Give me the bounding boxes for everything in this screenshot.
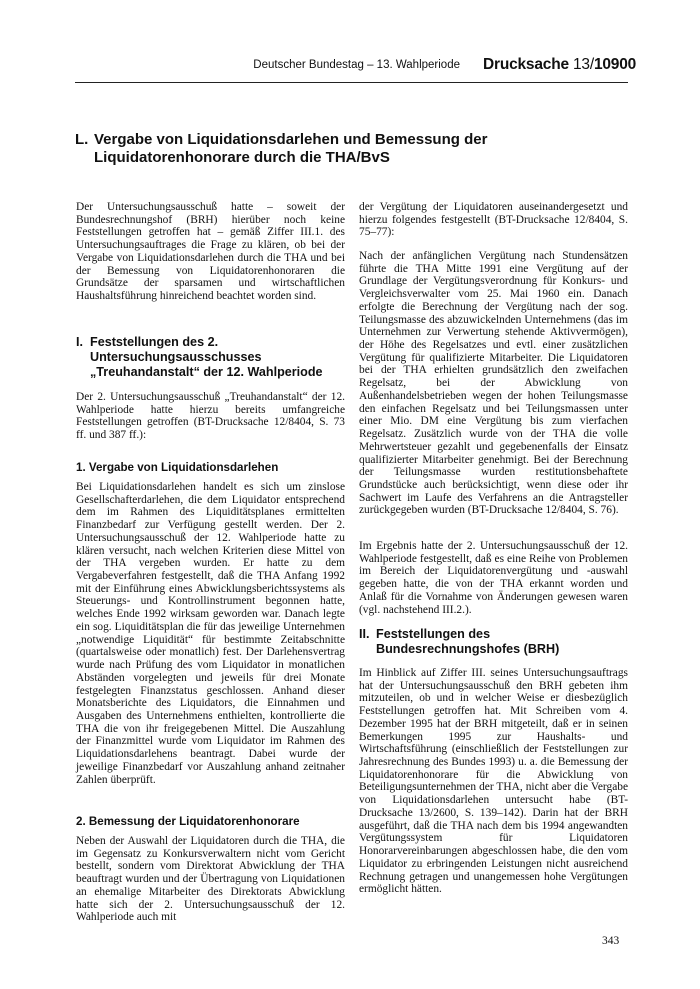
section-1-title: Feststellungen des 2. Untersuchungsausschusses „Treuhandanstalt“ der 12. Wahlperiode bbox=[90, 335, 323, 380]
section-2-title: Feststellungen des Bundesrechnungshofes (BRH) bbox=[376, 627, 560, 657]
subsection-1-paragraph: Bei Liquidationsdarlehen handelt es sich um zinslose Gesellschafterdarlehen, die dem Liquidator entsprechend dem im Rahmen des Liquiditätsplanes ermittelten Finanzbedarf zur Verfügung gestellt werden. Der 2. Untersuchungsausschuß der 12. Wahlperiode hatte zu klären versucht, nach welchen Kriterien diese Mittel von der THA vergeben wurden. Er hatte zu dem Vergabeverfahren festgestellt, daß die THA Anfang 1992 mit der Einführung eines Abwicklungsberichtssystems als Steuerungs- und Kontrollinstrument begonnen hatte, welches Ende 1992 wirksam geworden war. Danach legte ein sog. Liquiditätsplan die für das jeweilige Unternehmen „notwendige Liquidität“ für bestimmte Zeitabschnitte (quartalsweise oder monatlich) fest. Der Darlehensvertrag wurde nach Prüfung des vom Liquidator in monatlichen Abständen vorgelegten und jeweils für drei Monate festgelegten Finanzstatus geschlossen. Anhand dieser Monatsberichte des Liquidators, die Einnahmen und Ausgaben des Unternehmens enthielten, kontrollierte die THA die von ihr freigegebenen Mittel. Die Auszahlung der Finanzmittel wurde vom Liquidator im Rahmen des Liquidationsdarlehens beantragt. Dabei wurde der jeweilige Finanzbedarf vor Auszahlung anhand zeitnaher Zahlen überprüft. bbox=[76, 481, 345, 786]
running-title: Deutscher Bundestag – 13. Wahlperiode bbox=[253, 59, 460, 71]
section-2-paragraph: Im Hinblick auf Ziffer III. seines Untersuchungsauftrags hat der Untersuchungsausschuß den BRH gebeten ihm mitzuteilen, ob und in welcher Weise er diesbezüglich Feststellungen getroffen hat. Mit Schreiben vom 4. Dezember 1995 hat der BRH mitgeteilt, daß er in seinen Bemerkungen 1995 zur Haushalts- und Wirtschaftsführung (einschließlich der Feststellungen zur Jahresrechnung des Bundes 1993) u. a. die Bemessung der Liquidatorenhonorare für die Abwicklung von Beteiligungsunternehmen der THA, nicht aber die Vergabe von Liquidationsdarlehen untersucht habe (BT-Drucksache 13/2600, S. 139–142). Darin hat der BRH ausgeführt, daß die THA nach dem bis 1994 angewandten Vergütungssystem für Liquidatoren Honorarvereinbarungen abgeschlossen habe, die den vom Liquidator zu erbringenden Leistungen nicht ausreichend Rechnung getragen und unangemessen hohe Vergütungen ermöglicht hätten. bbox=[359, 667, 628, 896]
document-number bbox=[483, 56, 636, 74]
doc-word: Drucksache bbox=[483, 56, 569, 73]
intro-paragraph: Der Untersuchungsausschuß hatte – soweit der Bundesrechnungshof (BRH) hierüber noch keine Feststellungen getroffen hat – gemäß Ziffer III.1. des Untersuchungsauftrages die Frage zu klären, ob bei der Vergabe von Liquidationsdarlehen durch die THA und bei der Bemessung von Liquidatorenhonoraren die Grundsätze der sparsamen und wirtschaftlichen Haushaltsführung hinreichend beachtet worden sind. bbox=[76, 201, 345, 303]
chapter-title: Vergabe von Liquidationsdarlehen und Bemessung der Liquidatorenhonorare durch die THA/BvS bbox=[94, 131, 488, 166]
document-page: Deutscher Bundestag – 13. Wahlperiode Drucksache 13/10900 L. Vergabe von Liquidationsdarlehen und Bemessung der Liquidatorenhonorare durch die THA/BvS Der Untersuchungsausschuß hatte – soweit der Bundesrechnungshof (BRH) hierüber noch keine Feststellungen getroffen hat – gemäß Ziffer III.1. des Untersuchungsauftrages die Frage zu klären, ob bei der Vergabe von Liquidationsdarlehen durch die THA und bei der Bemessung von Liquidatorenhonoraren die Grundsätze der sparsamen und wirtschaftlichen Haushaltsführung hinreichend beachtet worden sind. I. Feststellungen des 2. Untersuchungsausschusses „Treuhandanstalt“ der 12. Wahlperiode Der 2. Untersuchungsausschuß „Treuhandanstalt“ der 12. Wahlperiode hatte hierzu bereits umfangreiche Feststellungen getroffen (BT-Drucksache 12/8404, S. 73 ff. und 387 ff.): 1. Vergabe von Liquidationsdarlehen Bei Liquidationsdarlehen handelt es sich um zinslose Gesellschafterdarlehen, die dem Liquidator entsprechend dem im Rahmen des Liquiditätsplanes ermittelten Finanzbedarf zur Verfügung gestellt werden. Der 2. Untersuchungsausschuß der 12. Wahlperiode hatte zu klären versucht, nach welchen Kriterien diese Mittel von der THA vergeben wurden. Er hatte zu dem Vergabeverfahren festgestellt, daß die THA Anfang 1992 mit der Einführung eines Abwicklungsberichtssystems als Steuerungs- und Kontrollinstrument begonnen hatte, welches Ende 1992 wirksam geworden war. Danach legte ein sog. Liquiditätsplan die für das jeweilige Unternehmen „notwendige Liquidität“ für bestimmte Zeitabschnitte (quartalsweise oder monatlich) fest. Der Darlehensvertrag wurde nach Prüfung des vom Liquidator in monatlichen Abständen vorgelegten und jeweils für drei Monate festgelegten Finanzstatus geschlossen. Anhand dieser Monatsberichte des Liquidators, die Einnahmen und Ausgaben des Unternehmens enthielten, kontrollierte die THA die von ihr freigegebenen Mittel. Die Auszahlung der Finanzmittel wurde vom Liquidator im Rahmen des Liquidationsdarlehens beantragt. Dabei wurde der jeweilige Finanzbedarf vor Auszahlung anhand zeitnaher Zahlen überprüft. 2. Bemessung der Liquidatorenhonorare Neben der Auswahl der Liquidatoren durch die THA, die im Gegensatz zu Konkursverwaltern nicht vom Gericht bestellt, sondern vom Direktorat Abwicklung der THA beauftragt wurden und der Übertragung von Liquidationen an ehemalige Mitarbeiter des Direktorats Abwicklung hatte sich der 2. Untersuchungsausschuß der 12. Wahlperiode auch mit der Vergütung der Liquidatoren auseinandergesetzt und hierzu folgendes festgestellt (BT-Drucksache 12/8404, S. 75–77): Nach der anfänglichen Vergütung nach Stundensätzen führte die THA Mitte 1991 eine Vergütung auf der Grundlage der Vergütungsverordnung für Konkurs- und Vergleichsverwalter vom 25. Mai 1960 ein. Danach erfolgte die Berechnung der Vergütung nach der sog. Teilungsmasse des abzuwickelnden Unternehmens (das im Unternehmen zur Verwertung stehende Aktivvermögen), der Höhe des Regelsatzes und evtl. einer zusätzlichen Vergütung für qualifizierte Mitarbeiter. Die Liquidatoren bei der THA erhielten grundsätzlich den zweifachen Regelsatz, bei der Abwicklung von Außenhandelsbetrieben wegen der hohen Teilungsmasse den einfachen Regelsatz und bei Teilungsmassen unter einer Mio. DM eine Vergütung bis zum vierfachen Regelsatz. Zusätzlich wurde von der THA die volle Mehrwertsteuer gezahlt und gegebenenfalls der Einsatz qualifizierter Mitarbeiter genehmigt. Bei der Berechnung der Teilungsmasse wurden restitutionsbehaftete Grundstücke auch berücksichtigt, wenn diese oder ihr Sachwert im Laufe des Verfahrens an die Antragsteller zurückgegeben wurden (BT-Drucksache 12/8404, S. 76). Im Ergebnis hatte der 2. Untersuchungsausschuß der 12. Wahlperiode festgestellt, daß es eine Reihe von Problemen im Bereich der Liquidatorenvergütung und -auswahl gegeben hatte, die von der THA erkannt worden und Anlaß für die Vornahme von Änderungen gewesen waren (vgl. nachstehend III.2.). II. Feststellungen des Bundesrechnungshofes (BRH) Im Hinblick auf Ziffer III. seines Untersuchungsauftrags hat der Untersuchungsausschuß den BRH gebeten ihm mitzuteilen, ob und in welcher Weise er diesbezüglich Feststellungen getroffen hat. Mit Schreiben vom 4. Dezember 1995 hat der BRH mitgeteilt, daß er in seinen Bemerkungen 1995 zur Haushalts- und Wirtschaftsführung (einschließlich der Feststellungen zur Jahresrechnung des Bundes 1993) u. a. die Bemessung der Liquidatorenhonorare für die Abwicklung von Beteiligungsunternehmen der THA, nicht aber die Vergabe von Liquidationsdarlehen untersucht habe (BT-Drucksache 13/2600, S. 139–142). Darin hat der BRH ausgeführt, daß die THA nach dem bis 1994 angewandten Vergütungssystem für Liquidatoren Honorarvereinbarungen abgeschlossen habe, die den vom Liquidator zu erbringenden Leistungen nicht ausreichend Rechnung getragen und unangemessen hohe Vergütungen ermöglicht hätten. 343 bbox=[75, 56, 637, 947]
subsection-2-heading: 2. Bemessung der Liquidatorenhonorare bbox=[76, 815, 300, 828]
right-paragraph-2: Nach der anfänglichen Vergütung nach Stundensätzen führte die THA Mitte 1991 eine Vergütung auf der Grundlage der Vergütungsverordnung für Konkurs- und Vergleichsverwalter vom 25. Mai 1960 ein. Danach erfolgte die Berechnung der Vergütung nach der sog. Teilungsmasse des abzuwickelnden Unternehmens (das im Unternehmen zur Verwertung stehende Aktivvermögen), der Höhe des Regelsatzes und evtl. einer zusätzlichen Vergütung für qualifizierte Mitarbeiter. Die Liquidatoren bei der THA erhielten grundsätzlich den zweifachen Regelsatz, bei der Abwicklung von Außenhandelsbetrieben wegen der hohen Teilungsmasse den einfachen Regelsatz und bei Teilungsmassen unter einer Mio. DM eine Vergütung bis zum vierfachen Regelsatz. Zusätzlich wurde von der THA die volle Mehrwertsteuer gezahlt und gegebenenfalls der Einsatz qualifizierter Mitarbeiter genehmigt. Bei der Berechnung der Teilungsmasse wurden restitutionsbehaftete Grundstücke auch berücksichtigt, wenn diese oder ihr Sachwert im Laufe des Verfahrens an die Antragsteller zurückgegeben wurden (BT-Drucksache 12/8404, S. 76). bbox=[359, 250, 628, 517]
right-paragraph-1: der Vergütung der Liquidatoren auseinandergesetzt und hierzu folgendes festgestellt (BT-Drucksache 12/8404, S. 75–77): bbox=[359, 201, 628, 239]
subsection-2-paragraph: Neben der Auswahl der Liquidatoren durch die THA, die im Gegensatz zu Konkursverwaltern nicht vom Gericht bestellt, sondern vom Direktorat Abwicklung der THA beauftragt wurden und der Übertragung von Liquidationen an ehemalige Mitarbeiter des Direktorats Abwicklung hatte sich der 2. Untersuchungsausschuß der 12. Wahlperiode auch mit bbox=[76, 835, 345, 924]
right-paragraph-3: Im Ergebnis hatte der 2. Untersuchungsausschuß der 12. Wahlperiode festgestellt, daß es eine Reihe von Problemen im Bereich der Liquidatorenvergütung und -auswahl gegeben hatte, die von der THA erkannt worden und Anlaß für die Vornahme von Änderungen gewesen waren (vgl. nachstehend III.2.). bbox=[359, 540, 628, 616]
section-1-paragraph: Der 2. Untersuchungsausschuß „Treuhandanstalt“ der 12. Wahlperiode hatte hierzu bereits umfangreiche Feststellungen getroffen (BT-Drucksache 12/8404, S. 73 ff. und 387 ff.): bbox=[76, 391, 345, 442]
chapter-label: L. bbox=[75, 131, 89, 148]
doc-number: 13/10900 bbox=[573, 56, 637, 73]
header-rule bbox=[75, 82, 628, 83]
subsection-1-heading: 1. Vergabe von Liquidationsdarlehen bbox=[76, 461, 279, 474]
page-number: 343 bbox=[602, 935, 620, 947]
